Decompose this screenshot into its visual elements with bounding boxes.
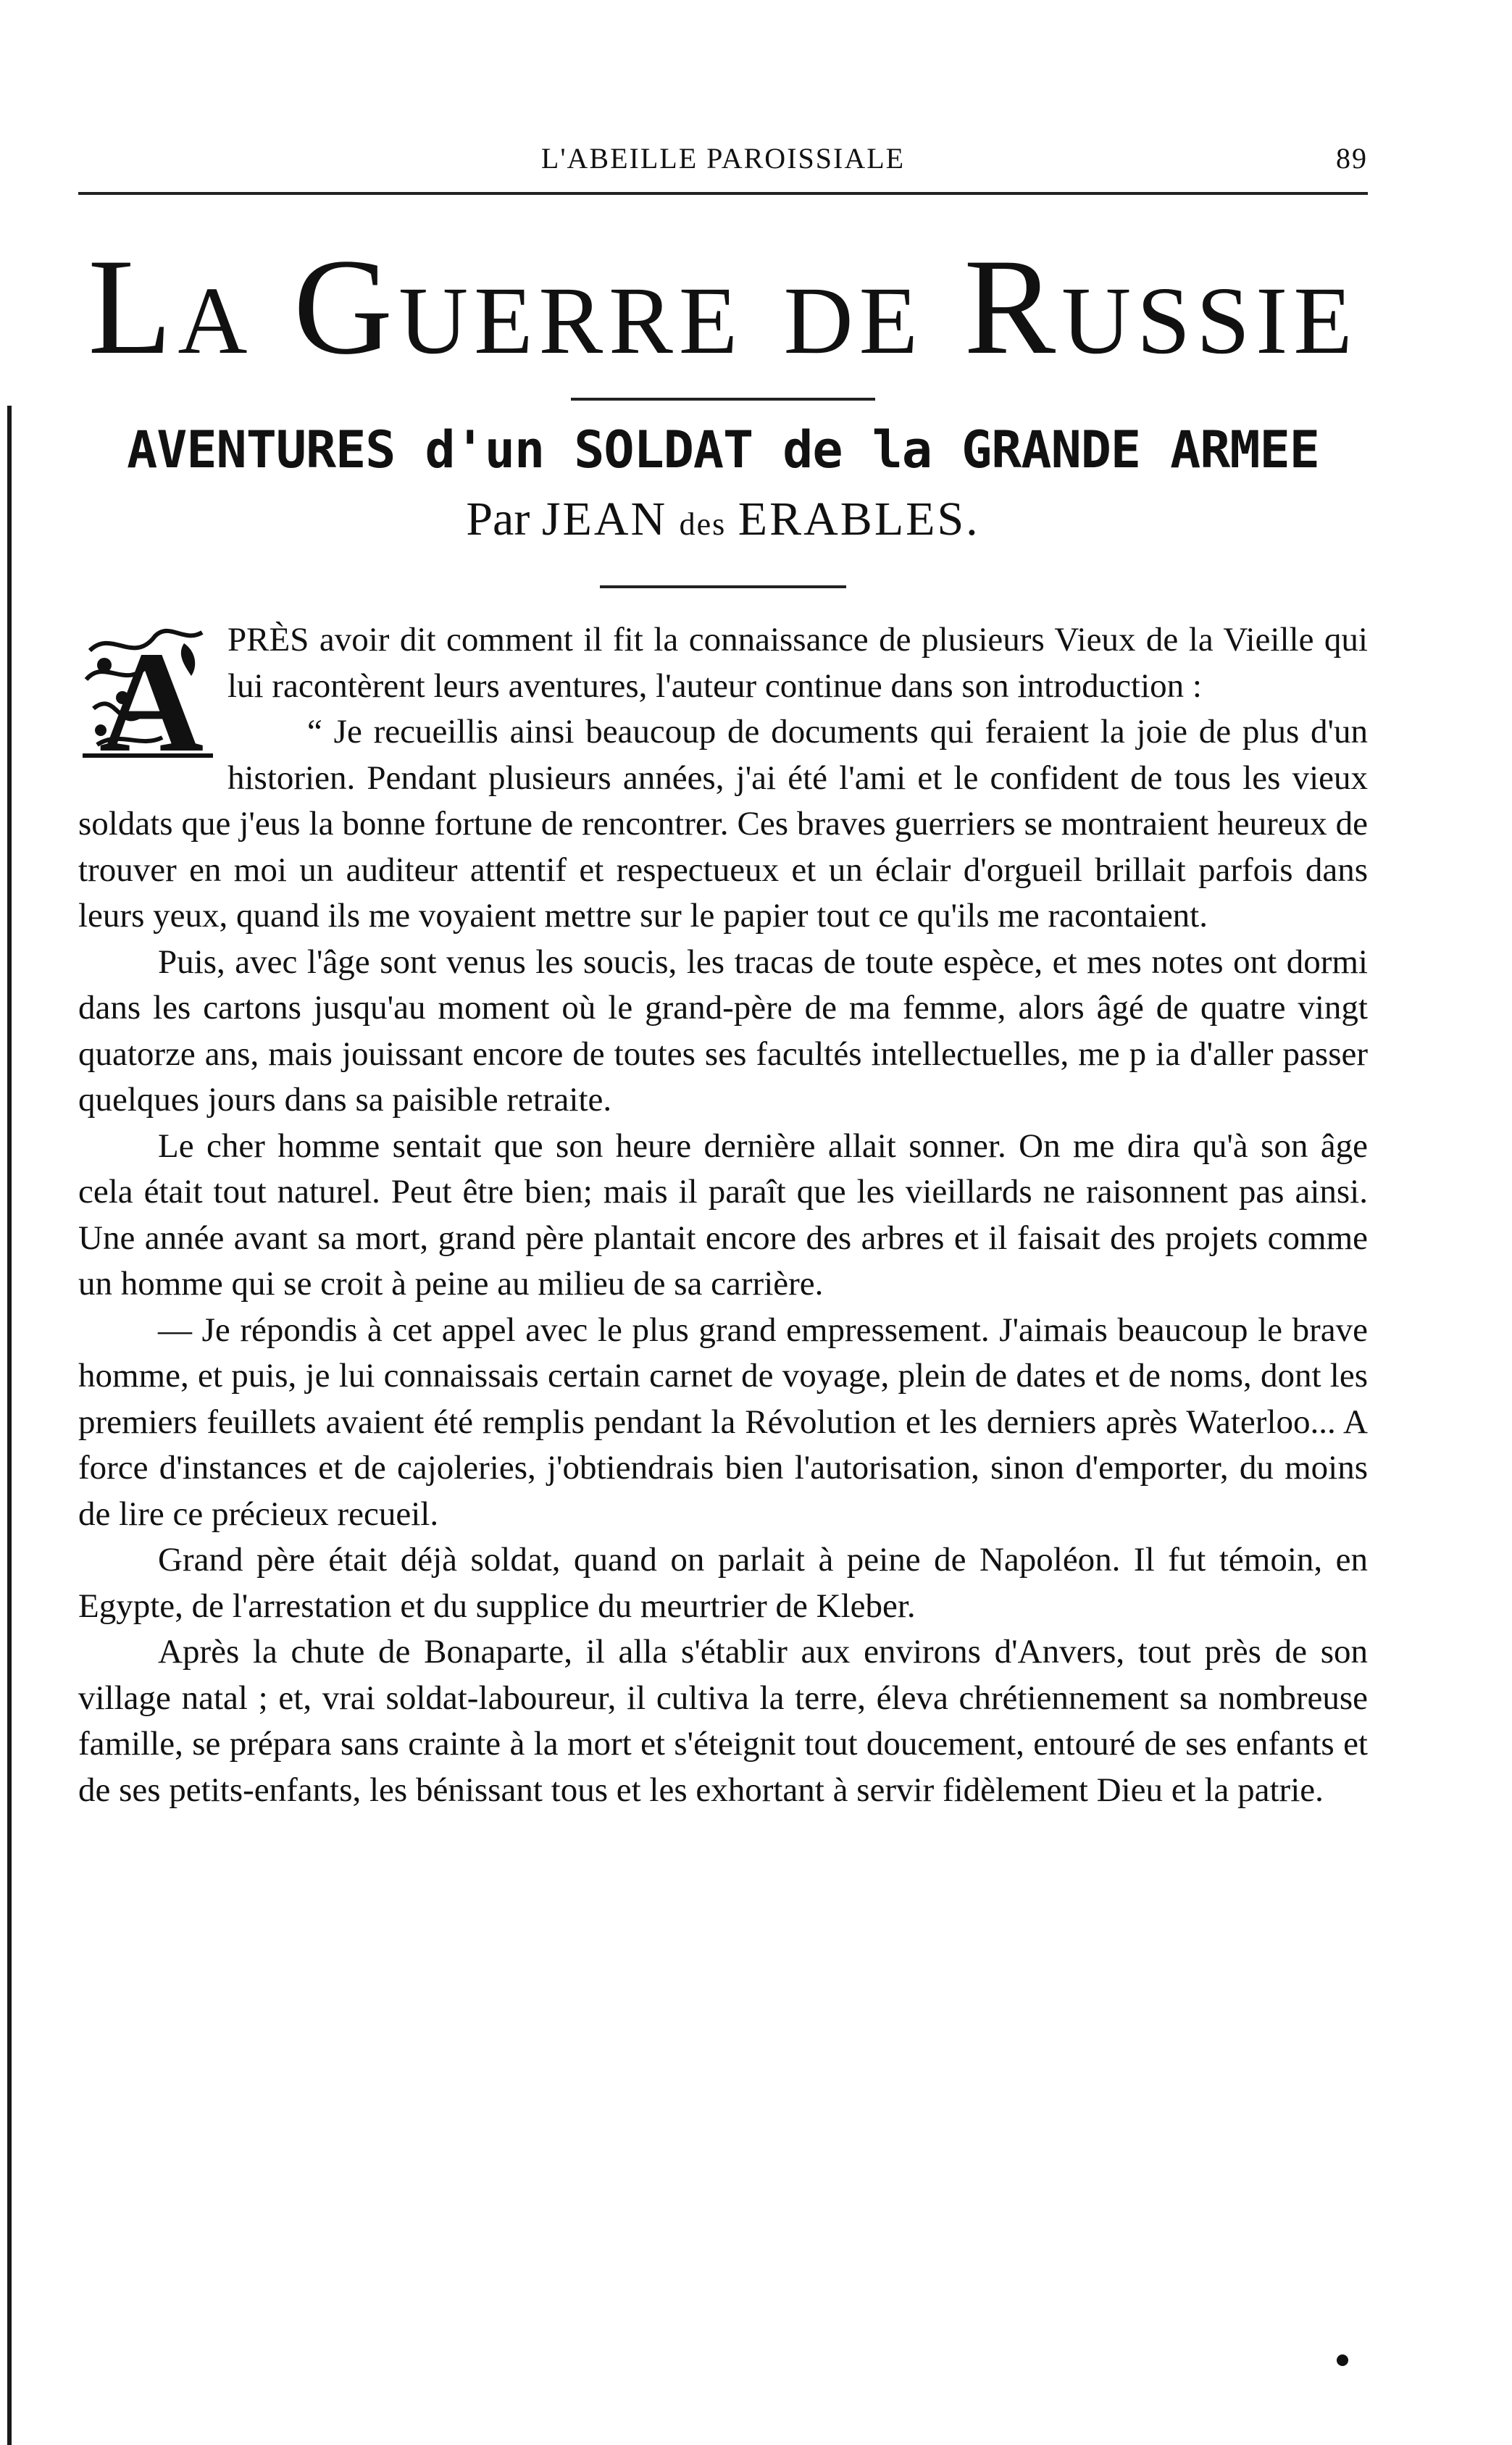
paragraph-3: Puis, avec l'âge sont venus les soucis, les tracas de toute espèce, et mes notes ont dormi dans les cartons jusqu'au moment où le grand-père de ma femme, alors âgé de quatre vingt quatorze ans, mais jouissant encore de toutes ses facultés intellectuelles, me p ia d'aller passer quelques jours dans sa paisible retraite. — [78, 943, 1368, 1119]
article-title: La Guerre de Russie — [88, 231, 1358, 383]
paragraph-text: PRÈS avoir dit comment il fit la connaissance de plusieurs Vieux de la Vieille qui lui racontèrent leurs aventures, l'auteur continue dans son introduction : — [227, 621, 1368, 705]
byline-divider — [600, 585, 846, 588]
drop-cap-ornament — [75, 622, 220, 766]
paragraph-7: Après la chute de Bonaparte, il alla s'établir aux environs d'Anvers, tout près de son village natal ; et, vrai soldat-laboureur, il cultiva la terre, éleva chrétiennement sa nombreuse famille, se prépara sans crainte à la mort et s'éteignit tout doucement, entouré de ses enfants et de ses petits-enfants, les bénissant tous et les exhortant à servir fidèlement Dieu et la patrie. — [78, 1633, 1368, 1809]
article-body — [78, 617, 1368, 1813]
svg-text:A: A — [99, 622, 204, 766]
paragraph-5: — Je répondis à cet appel avec le plus grand empressement. J'aimais beaucoup le brave homme, et puis, je lui connaissais certain carnet de voyage, plein de dates et de noms, dont les premiers feuillets avaient été remplis pendant la Révolution et les derniers après Waterloo... A force d'instances et de cajoleries, j'obtiendrais bien l'autorisation, sinon d'emporter, du moins de lire ce précieux recueil. — [78, 1311, 1368, 1533]
byline-particle: des — [679, 506, 727, 542]
title-divider — [571, 398, 875, 401]
paragraph-4: Le cher homme sentait que son heure dernière allait sonner. On me dira qu'à son âge cela était tout naturel. Peut être bien; mais il paraît que les vieillards ne raisonnent pas ainsi. Une année avant sa mort, grand père plantait encore des arbres et il faisait des projets comme un homme qui se croit à peine au milieu de sa carrière. — [78, 1127, 1368, 1303]
byline — [78, 490, 1368, 553]
page-number: 89 — [1336, 142, 1368, 175]
byline-author-last: ERABLES. — [738, 493, 980, 546]
end-mark — [1337, 2354, 1348, 2366]
running-head — [78, 141, 1368, 192]
paragraph-1 — [78, 617, 1368, 766]
byline-author-first: JEAN — [541, 493, 668, 546]
ornament-icon — [75, 622, 220, 766]
paragraph-6: Grand père était déjà soldat, quand on parlait à peine de Napoléon. Il fut témoin, en Egypte, de l'arrestation et du supplice du meurtrier de Kleber. — [78, 1541, 1368, 1625]
header-divider — [78, 192, 1368, 195]
article-subtitle: AVENTURES d'un SOLDAT de la GRANDE ARMEE — [127, 420, 1319, 480]
paragraph-2: “ Je recueillis ainsi beaucoup de documents qui feraient la joie de plus d'un historien. Pendant plusieurs années, j'ai été l'ami et le confident de tous les vieux soldats que j'eus la bonne fortune de rencontrer. Ces braves guerriers se montraient heureux de trouver en moi un auditeur attentif et respectueux et un éclair d'orgueil brillait parfois dans leurs yeux, quand ils me voyaient mettre sur le papier tout ce qu'ils me racontaient. — [78, 713, 1368, 935]
byline-prefix: Par — [466, 493, 530, 546]
running-head-title: L'ABEILLE PAROISSIALE — [540, 142, 906, 175]
page-edge-rule — [7, 406, 12, 2445]
page — [78, 141, 1368, 1813]
